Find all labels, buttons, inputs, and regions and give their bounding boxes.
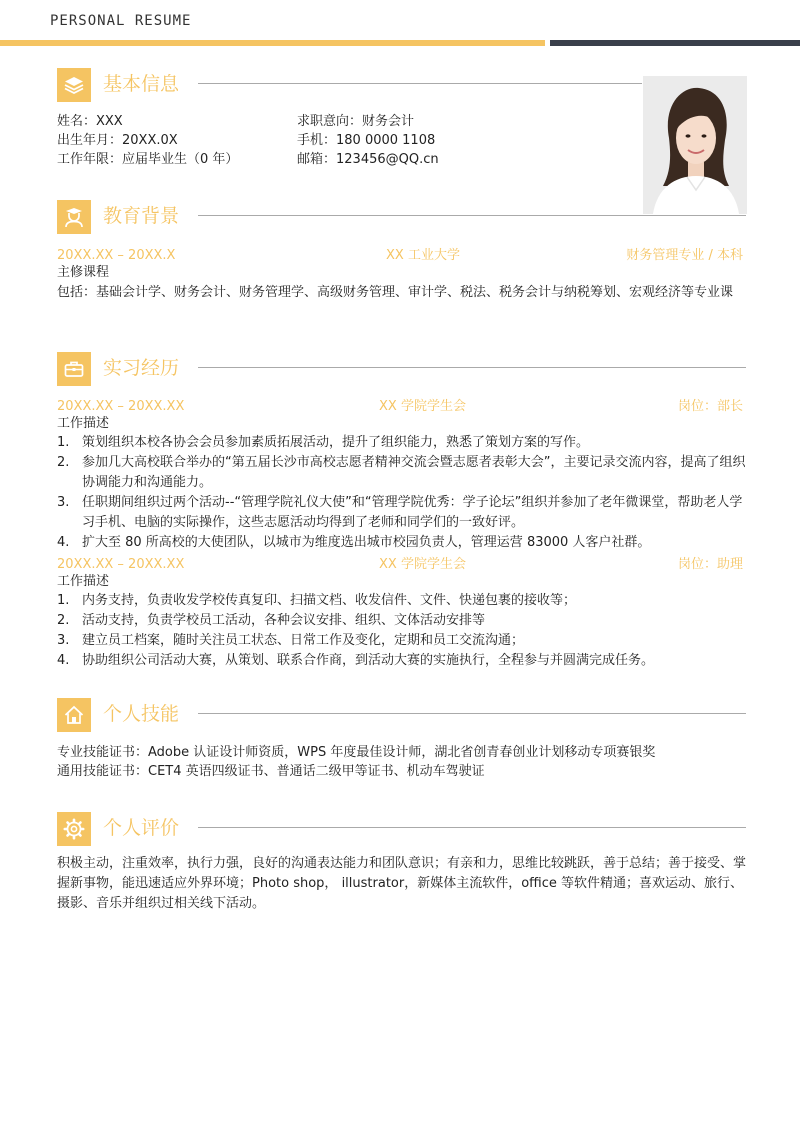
section-basic-divider (198, 83, 642, 84)
section-evaluation-header (57, 812, 747, 846)
basic-birth: 出生年月：20XX.0X (57, 133, 178, 148)
evaluation-text: 积极主动，注重效率，执行力强，良好的沟通表达能力和团队意识；有亲和力，思维比较跳跃，善于总结；善于接受、掌握新事物，能迅速适应外界环境；Photo shop， illustrator，新媒体主流软件，office 等软件精通；喜欢运动、旅行、摄影、音乐并组织过相关线下活动。 (57, 856, 747, 911)
list-item: 2. 参加几大高校联合举办的“第五届长沙市高校志愿者精神交流会暨志愿者表彰大会”，主要记录交流内容，提高了组织协调能力和沟通能力。 (57, 455, 746, 490)
section-skills-header (57, 698, 747, 732)
job2-position: 岗位：助理 (677, 557, 743, 572)
education-period: 20XX.XX – 20XX.X (57, 248, 176, 263)
job2-desc-list (57, 591, 747, 671)
job2-desc-label: 工作描述 (57, 574, 110, 589)
section-internship-divider (198, 367, 746, 368)
basic-name: 姓名：XXX (57, 114, 123, 129)
list-item: 1. 策划组织本校各协会会员参加素质拓展活动，提升了组织能力，熟悉了策划方案的写作。 (57, 435, 590, 450)
section-basic-title: 基本信息 (103, 73, 180, 95)
list-item: 4. 协助组织公司活动大赛，从策划、联系合作商，到活动大赛的实施执行，全程参与并圆满完成任务。 (57, 653, 655, 668)
job1-org: XX 学院学生会 (379, 399, 466, 414)
education-major: 财务管理专业 / 本科 (626, 248, 743, 263)
basic-experience: 工作年限：应届毕业生（0 年） (57, 152, 239, 167)
job2-org: XX 学院学生会 (379, 557, 466, 572)
section-evaluation-divider (198, 827, 746, 828)
header-accent-bar (0, 40, 545, 46)
list-item: 1. 内务支持，负责收发学校传真复印、扫描文档、收发信件、文件、快递包裹的接收等； (57, 593, 577, 608)
gear-icon (57, 812, 91, 846)
job1-desc-list (57, 433, 747, 553)
skills-general: 通用技能证书：CET4 英语四级证书、普通话二级甲等证书、机动车驾驶证 (57, 764, 485, 779)
section-evaluation-title: 个人评价 (103, 817, 180, 839)
section-internship-title: 实习经历 (103, 357, 180, 379)
education-courses-text: 包括：基础会计学、财务会计、财务管理学、高级财务管理、审计学、税法、税务会计与纳税筹划、宏观经济等专业课 (57, 285, 734, 300)
house-icon (57, 698, 91, 732)
briefcase-icon (57, 352, 91, 386)
job1-period: 20XX.XX – 20XX.XX (57, 399, 185, 414)
list-item: 3. 任职期间组织过两个活动--“管理学院礼仪大使”和“管理学院优秀：学子论坛”组织并参加了老年微课堂，帮助老人学习手机、电脑的实际操作，这些志愿活动均得到了老师和同学们的一致好评。 (57, 495, 743, 530)
education-school: XX 工业大学 (386, 248, 460, 263)
basic-email: 邮箱：123456@QQ.cn (297, 152, 439, 167)
basic-phone: 手机：180 0000 1108 (297, 133, 436, 148)
section-internship-header (57, 352, 747, 386)
job1-desc-label: 工作描述 (57, 416, 110, 431)
basic-intent: 求职意向：财务会计 (297, 114, 415, 129)
skills-professional: 专业技能证书：Adobe 认证设计师资质，WPS 年度最佳设计师，湖北省创青春创业计划移动专项赛银奖 (57, 745, 656, 760)
section-education-divider (198, 215, 746, 216)
job2-period: 20XX.XX – 20XX.XX (57, 557, 185, 572)
section-education-header (57, 200, 747, 234)
list-item: 4. 扩大至 80 所高校的大使团队，以城市为维度选出城市校园负责人，管理运营 83000 人客户社群。 (57, 535, 651, 550)
section-skills-title: 个人技能 (103, 703, 180, 725)
list-item: 3. 建立员工档案，随时关注员工状态、日常工作及变化，定期和员工交流沟通； (57, 633, 525, 648)
layers-icon (57, 68, 91, 102)
section-education-title: 教育背景 (103, 205, 180, 227)
header-dark-bar (550, 40, 800, 46)
job1-position: 岗位：部长 (677, 399, 743, 414)
education-courses-label: 主修课程 (57, 265, 110, 280)
resume-title: PERSONAL RESUME (50, 13, 192, 29)
profile-photo (643, 76, 747, 214)
section-skills-divider (198, 713, 746, 714)
list-item: 2. 活动支持，负责学校员工活动，各种会议安排、组织、文体活动安排等 (57, 613, 486, 628)
graduate-icon (57, 200, 91, 234)
